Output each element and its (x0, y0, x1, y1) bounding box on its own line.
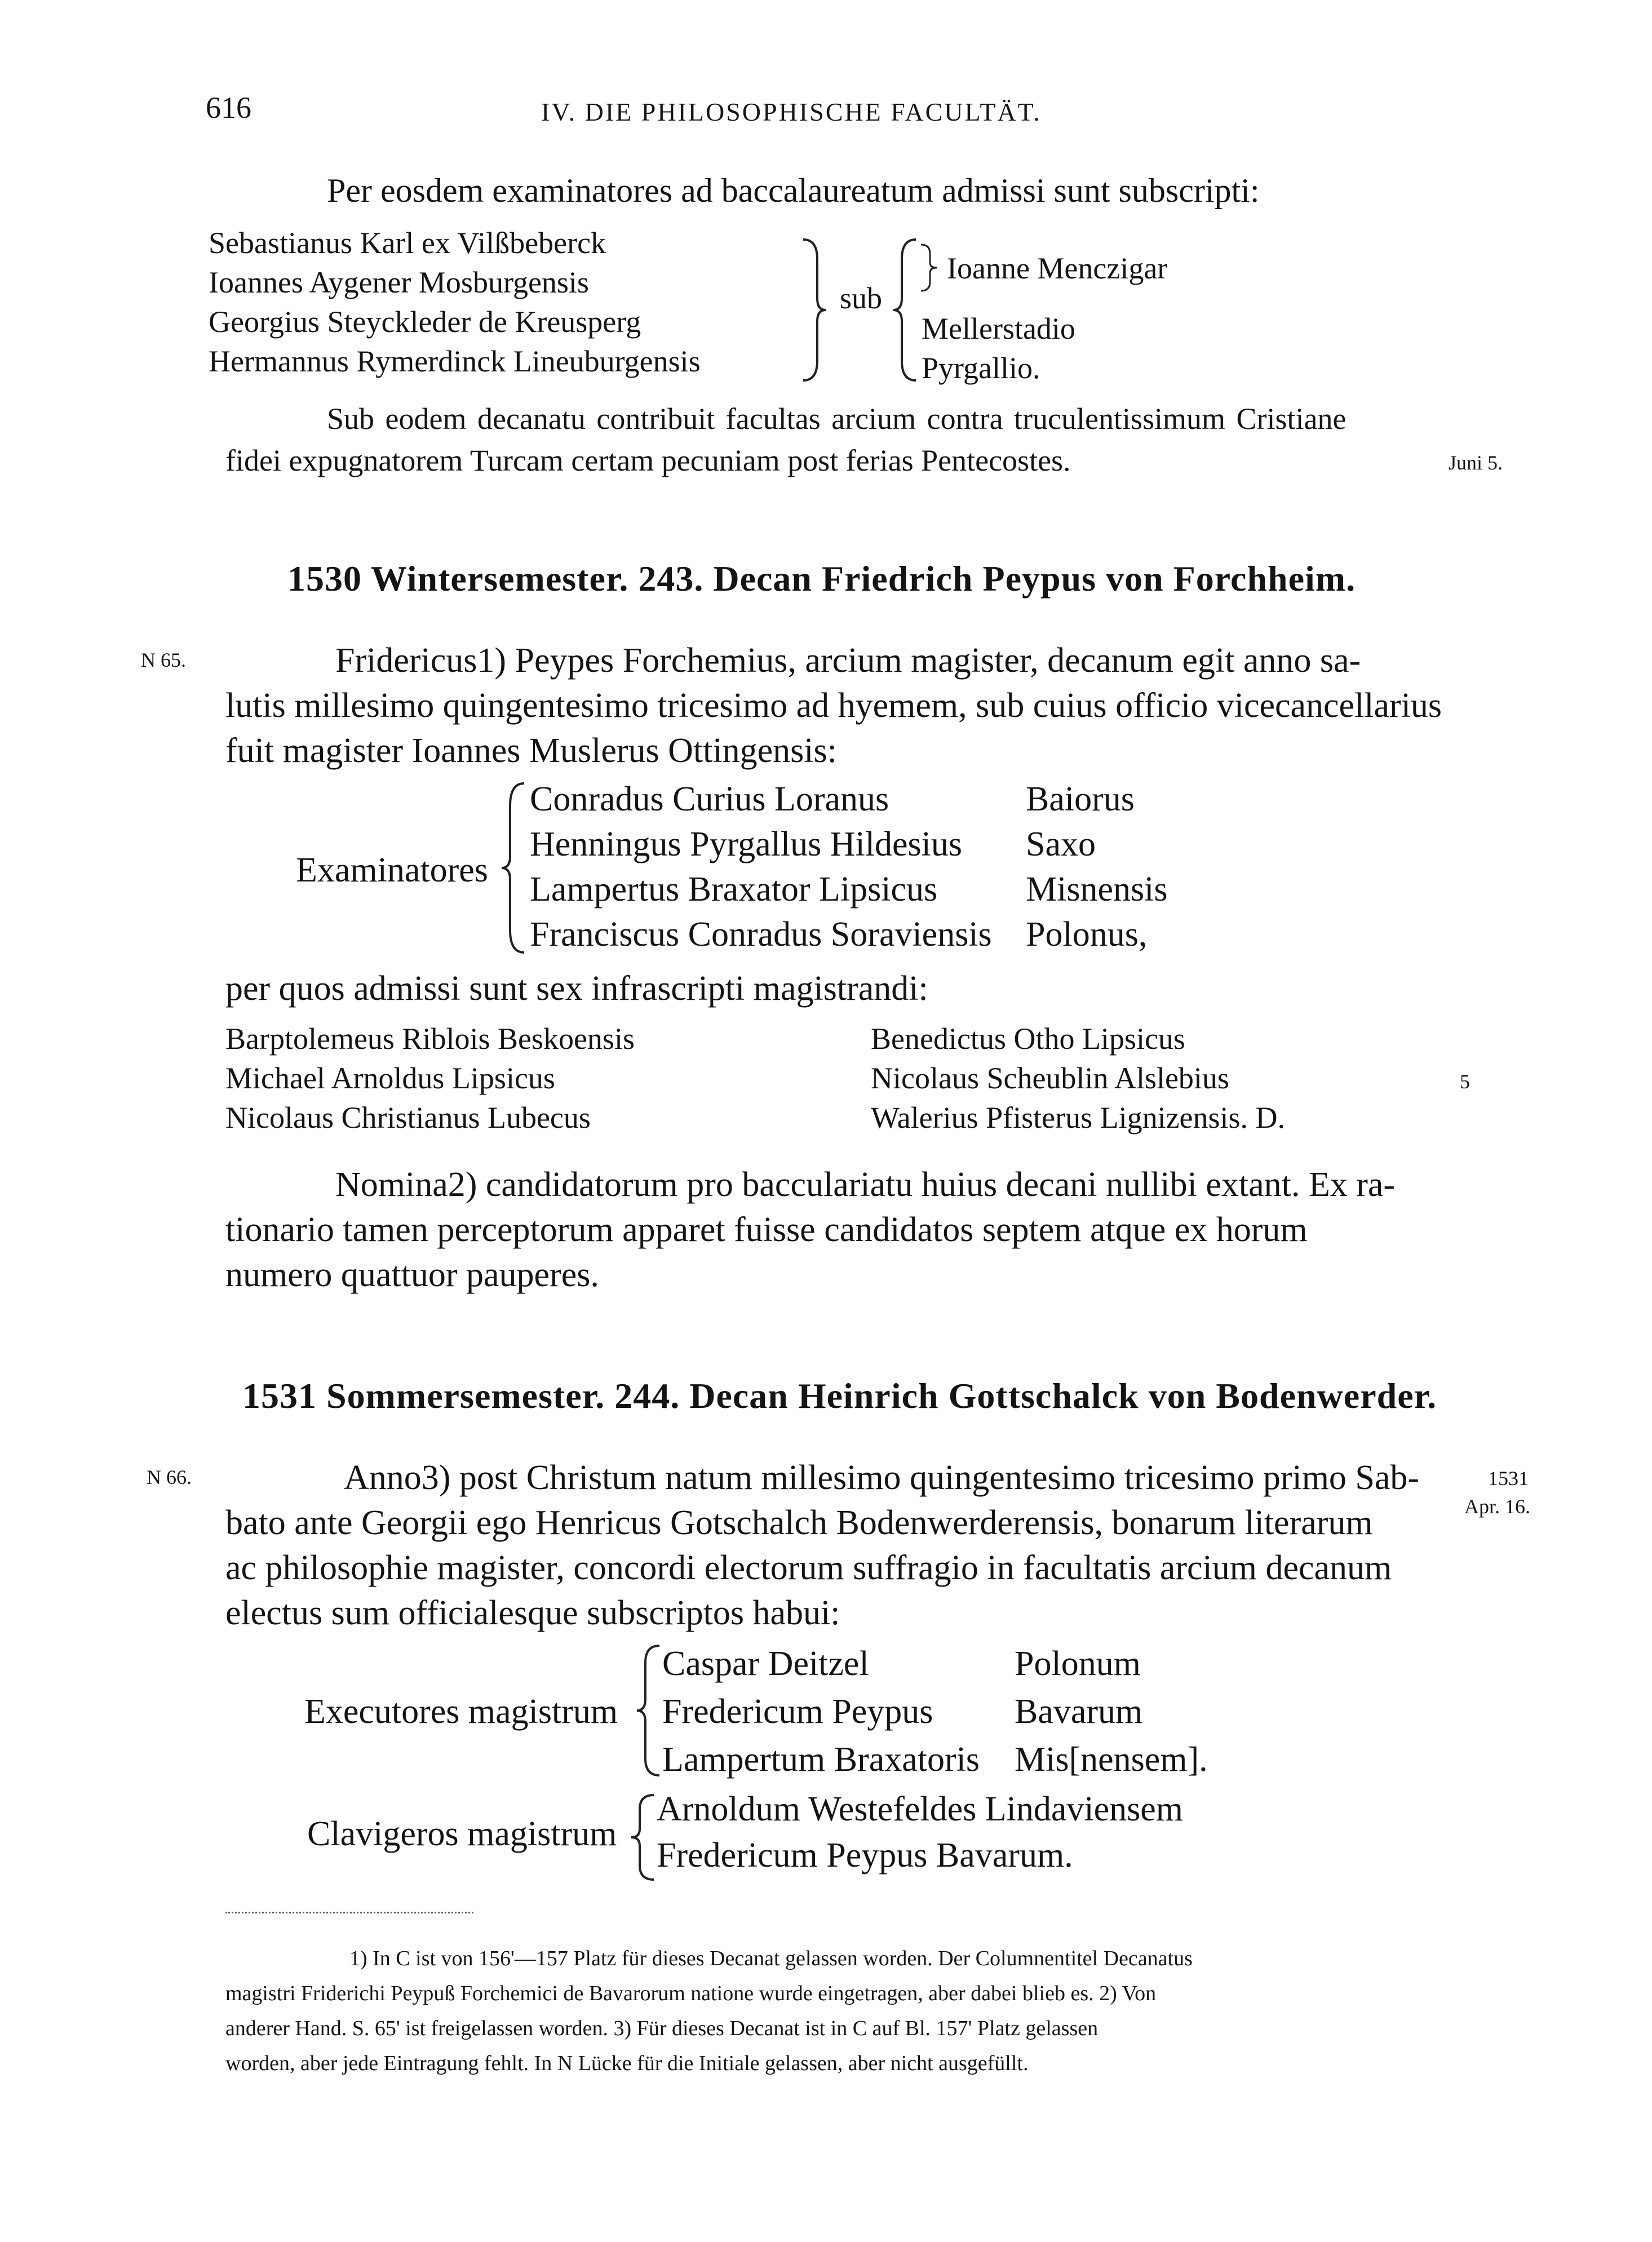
examinator-nation: Baiorus (1026, 780, 1135, 818)
candidates-line-3: numero quattuor pauperes. (225, 1256, 599, 1294)
magistrandus-left: Barptolemeus Riblois Beskoensis (225, 1022, 635, 1056)
page-number: 616 (206, 91, 251, 125)
clavigeros-label: Clavigeros magistrum (307, 1815, 617, 1853)
running-title: IV. DIE PHILOSOPHISCHE FACULTÄT. (541, 98, 1042, 126)
left-brace-icon (634, 1643, 662, 1778)
examinator-name: Henningus Pyrgallus Hildesius (530, 825, 962, 863)
turk-paragraph-line: fidei expugnatorem Turcam certam pecuniam post ferias Pentecostes. (225, 444, 1071, 477)
baccalaurei-name: Hermannus Rymerdinck Lineuburgensis (209, 344, 701, 378)
text-line (335, 637, 1440, 684)
footnote-line: 1) In C ist von 156'—157 Platz für dieses Decanat gelassen worden. Der Columnentitel Decanatus (349, 1947, 1193, 1970)
text-line-2: bato ante Georgii ego Henricus Gotschalch Bodenwerderensis, bonarum literarum (225, 1504, 1373, 1542)
examinatores-label: Examinatores (296, 851, 488, 889)
examinator-nation: Polonus, (1026, 915, 1148, 954)
margin-ref: N 65. (141, 649, 186, 671)
right-brace-icon (800, 237, 829, 383)
executor-name: Fredericum Peypus (662, 1692, 933, 1731)
left-brace-icon (891, 237, 919, 383)
text-line-1: Fridericus1) Peypes Forchemius, arcium magister, decanum egit anno sa- (335, 641, 1361, 680)
magistrandus-left: Nicolaus Christianus Lubecus (225, 1101, 591, 1135)
examiner-name: Mellerstadio (922, 312, 1075, 345)
margin-ref: N 66. (147, 1466, 192, 1488)
text-line-1: Anno3) post Christum natum millesimo quingentesimo tricesimo primo Sab- (344, 1459, 1420, 1497)
margin-date-day: Apr. 16. (1464, 1495, 1530, 1518)
examinator-nation: Saxo (1026, 825, 1096, 863)
examinator-name: Lampertus Braxator Lipsicus (530, 870, 938, 909)
examinator-name: Franciscus Conradus Soraviensis (530, 915, 992, 954)
examinator-nation: Misnensis (1026, 870, 1168, 909)
executor-name: Caspar Deitzel (662, 1645, 869, 1683)
small-brace-icon (919, 242, 939, 293)
text-line-3: fuit magister Ioannes Muslerus Ottingensis: (225, 732, 837, 770)
claviger-name: Fredericum Peypus Bavarum. (657, 1836, 1073, 1875)
magistrandus-right: Walerius Pfisterus Lignizensis. D. (871, 1101, 1286, 1135)
left-brace-icon (628, 1792, 657, 1882)
examiner-name: Ioanne Menczigar (947, 251, 1168, 285)
margin-date: Juni 5. (1449, 451, 1503, 474)
left-brace-icon (499, 781, 527, 955)
examinator-name: Conradus Curius Loranus (530, 780, 889, 818)
turk-paragraph-line: Sub eodem decanatu contribuit facultas arcium contra truculentissimum Cristiane (327, 402, 1347, 436)
sub-label: sub (840, 281, 883, 315)
executor-nation: Polonum (1015, 1645, 1141, 1683)
baccalaurei-name: Sebastianus Karl ex Vilßbeberck (209, 226, 606, 260)
section-title-1530: 1530 Wintersemester. 243. Decan Friedrich Peypus von Forchheim. (287, 559, 1356, 599)
magistrandus-right: Nicolaus Scheublin Alslebius (871, 1061, 1229, 1095)
footnote-line: anderer Hand. S. 65' ist freigelassen worden. 3) Für dieses Decanat ist in C auf Bl. 157' Platz gelassen (225, 2017, 1099, 2040)
margin-line-number: 5 (1460, 1070, 1470, 1093)
intro-line: Per eosdem examinatores ad baccalaureatum admissi sunt subscripti: (327, 172, 1260, 209)
footnote-line: worden, aber jede Eintragung fehlt. In N Lücke für die Initiale gelassen, aber nicht ausgefüllt. (225, 2052, 1029, 2075)
margin-date-year: 1531 (1488, 1467, 1529, 1490)
executor-nation: Mis[nensem]. (1015, 1740, 1208, 1779)
candidates-line-2: tionario tamen perceptorum apparet fuisse candidatos septem atque ex horum (225, 1211, 1308, 1249)
magistrandi-intro: per quos admissi sunt sex infrascripti magistrandi: (225, 969, 928, 1008)
examiner-name: Pyrgallio. (922, 351, 1040, 385)
text-line-2: lutis millesimo quingentesimo tricesimo ad hyemem, sub cuius officio vicecancellarius (225, 686, 1442, 725)
section-title-1531: 1531 Sommersemester. 244. Decan Heinrich Gottschalck von Bodenwerder. (242, 1376, 1437, 1416)
footnote-line: magistri Friderichi Peypuß Forchemici de Bavarorum natione wurde eingetragen, aber dabei blieb es. 2) Von (225, 1982, 1157, 2005)
magistrandus-right: Benedictus Otho Lipsicus (871, 1022, 1185, 1056)
baccalaurei-name: Georgius Steyckleder de Kreusperg (209, 305, 641, 339)
text-line-3: ac philosophie magister, concordi electorum suffragio in facultatis arcium decanum (225, 1549, 1392, 1587)
baccalaurei-name: Ioannes Aygener Mosburgensis (209, 265, 589, 299)
footnote-rule (225, 1912, 473, 1913)
executor-name: Lampertum Braxatoris (662, 1740, 980, 1779)
text-line-4: electus sum officialesque subscriptos habui: (225, 1594, 840, 1632)
magistrandus-left: Michael Arnoldus Lipsicus (225, 1061, 555, 1095)
candidates-line-1: Nomina2) candidatorum pro bacculariatu huius decani nullibi extant. Ex ra- (335, 1166, 1396, 1204)
executores-label: Executores magistrum (304, 1692, 618, 1731)
executor-nation: Bavarum (1015, 1692, 1143, 1731)
claviger-name: Arnoldum Westefeldes Lindaviensem (657, 1790, 1183, 1828)
